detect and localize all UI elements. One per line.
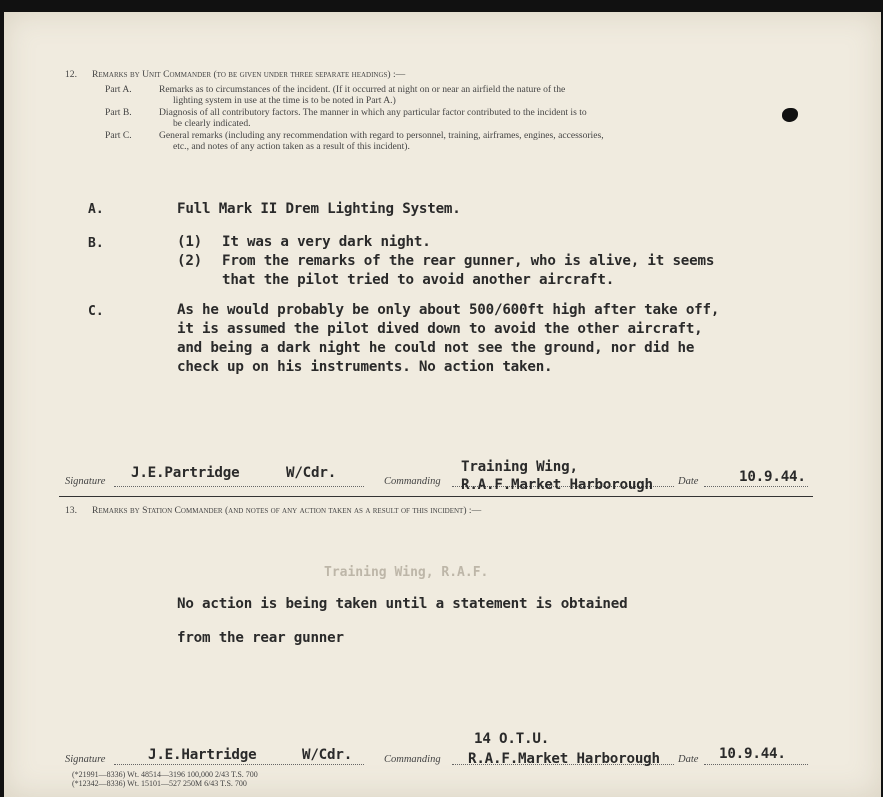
commanding-label-12: Commanding — [384, 476, 441, 487]
printer-imprint-2: (*12342—8336) Wt. 15101—527 250M 6/43 T.S. 700 — [72, 779, 247, 788]
section-12-title: Remarks by Unit Commander (to be given under three separate headings) :— — [92, 69, 406, 80]
date-line-12 — [704, 486, 808, 487]
ghost-offset-text: Training Wing, R.A.F. — [324, 565, 489, 580]
date-label-12: Date — [678, 476, 699, 487]
section-divider — [59, 496, 813, 497]
part-a-text-1: Remarks as to circumstances of the incident. (If it occurred at night on or near an airfield the nature of the — [159, 84, 566, 95]
s13-entry-text-2: from the rear gunner — [177, 630, 344, 646]
entry-c-text-4: check up on his instruments. No action taken. — [177, 359, 553, 375]
signature-rank-12: W/Cdr. — [286, 465, 337, 481]
signature-line-12 — [114, 486, 364, 487]
entry-b2-num: (2) — [177, 253, 203, 269]
entry-b1-num: (1) — [177, 234, 203, 250]
commanding-station-13: R.A.F.Market Harborough — [468, 751, 660, 767]
date-value-13: 10.9.44. — [719, 746, 786, 762]
commanding-label-13: Commanding — [384, 754, 441, 765]
part-c-text-2: etc., and notes of any action taken as a result of this incident). — [173, 141, 410, 152]
entry-b2-text-2: that the pilot tried to avoid another aircraft. — [222, 272, 615, 288]
s13-entry-text-1: No action is being taken until a statement is obtained — [177, 596, 628, 612]
entry-b-label: B. — [88, 236, 104, 251]
signature-label-13: Signature — [65, 754, 106, 765]
signature-line-13 — [114, 764, 364, 765]
entry-c-label: C. — [88, 304, 104, 319]
part-a-text-2: lighting system in use at the time is to be noted in Part A.) — [173, 95, 396, 106]
entry-b2-text-1: From the remarks of the rear gunner, who is alive, it seems — [222, 253, 715, 269]
section-13-title: Remarks by Station Commander (and notes of any action taken as a result of this incident) :— — [92, 505, 482, 516]
commanding-unit-13: 14 O.T.U. — [474, 731, 550, 747]
part-c-text-1: General remarks (including any recommendation with regard to personnel, training, airframes, engines, accessories, — [159, 130, 604, 141]
signature-label-12: Signature — [65, 476, 106, 487]
section-12-number: 12. — [65, 69, 77, 80]
part-b-text-1: Diagnosis of all contributory factors. The manner in which any particular factor contributed to the incident is to — [159, 107, 587, 118]
entry-b1-text: It was a very dark night. — [222, 234, 431, 250]
part-a-label: Part A. — [105, 84, 132, 95]
entry-c-text-1: As he would probably be only about 500/600ft high after take off, — [177, 302, 720, 318]
commanding-station-12: R.A.F.Market Harborough — [461, 477, 653, 493]
section-13-number: 13. — [65, 505, 77, 516]
part-c-label: Part C. — [105, 130, 132, 141]
signature-name-13: J.E.Hartridge — [148, 747, 257, 763]
date-label-13: Date — [678, 754, 699, 765]
entry-a-label: A. — [88, 202, 104, 217]
signature-rank-13: W/Cdr. — [302, 747, 353, 763]
printer-imprint-1: (*21991—8336) Wt. 48514—3196 100,000 2/43 T.S. 700 — [72, 770, 258, 779]
entry-a-text: Full Mark II Drem Lighting System. — [177, 201, 461, 217]
ink-blot — [782, 108, 798, 122]
date-line-13 — [704, 764, 808, 765]
part-b-label: Part B. — [105, 107, 132, 118]
commanding-unit-12: Training Wing, — [461, 459, 578, 475]
form-page — [4, 12, 881, 797]
entry-c-text-2: it is assumed the pilot dived down to avoid the other aircraft, — [177, 321, 703, 337]
date-value-12: 10.9.44. — [739, 469, 806, 485]
entry-c-text-3: and being a dark night he could not see the ground, nor did he — [177, 340, 695, 356]
part-b-text-2: be clearly indicated. — [173, 118, 251, 129]
signature-name-12: J.E.Partridge — [131, 465, 240, 481]
